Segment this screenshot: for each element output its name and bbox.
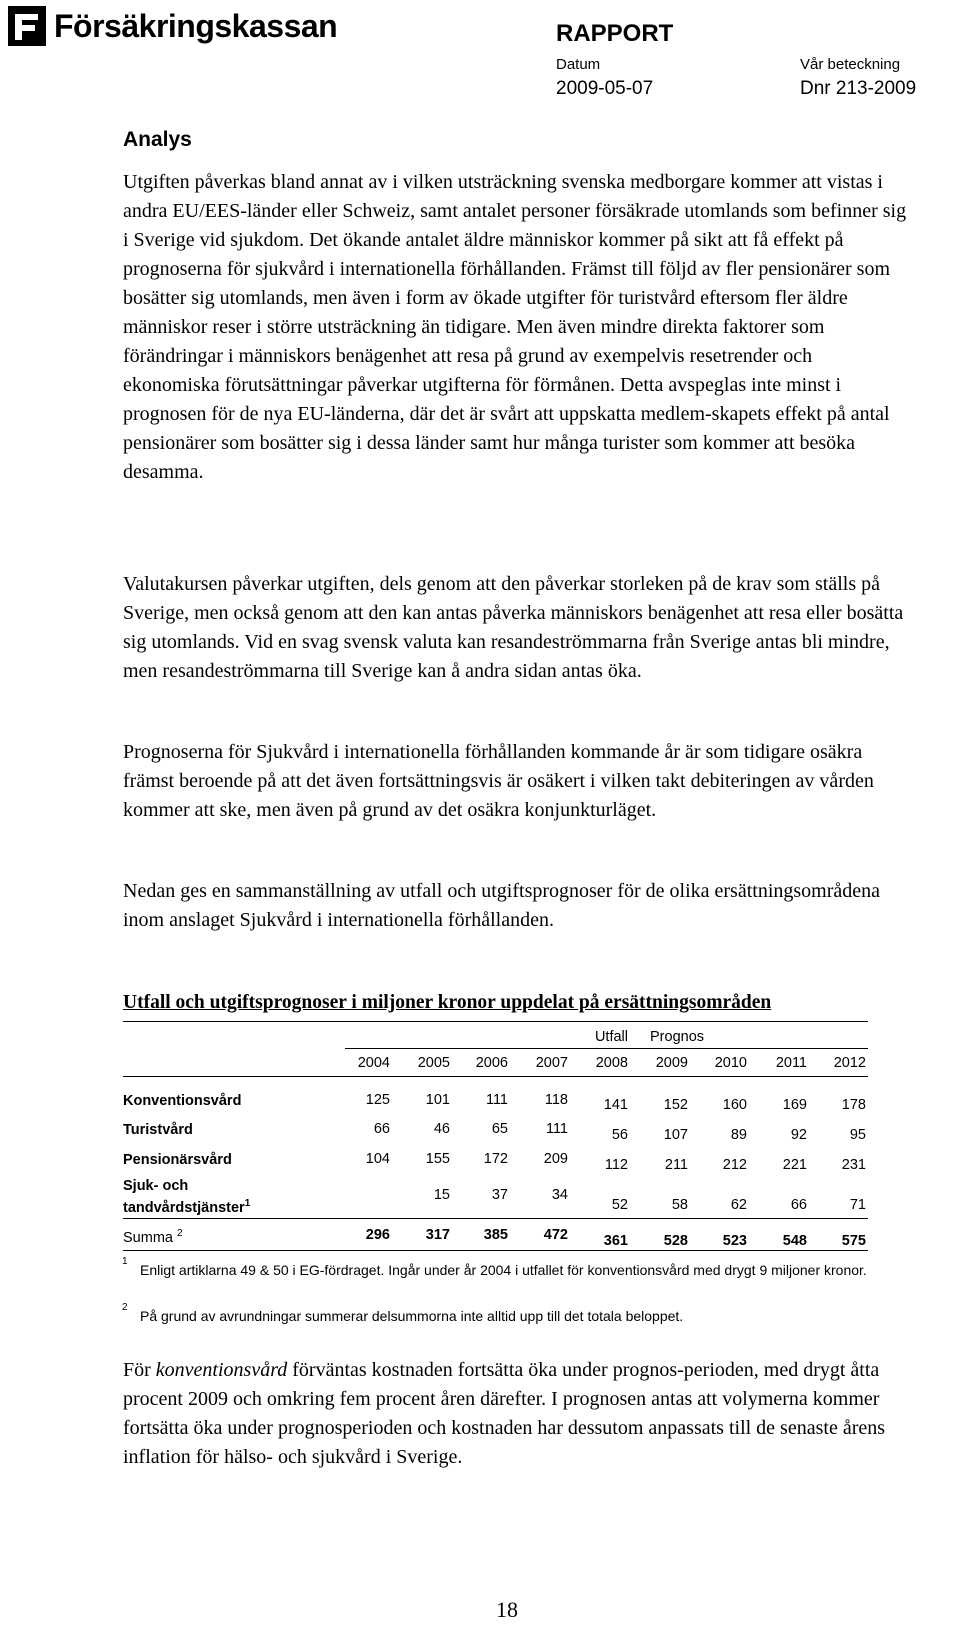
date-label: Datum [556,56,601,73]
table-cell: 118 [544,1092,568,1108]
org-name: Försäkringskassan [54,8,338,44]
table-cell: 71 [849,1197,866,1213]
table-title: Utfall och utgiftsprognoser i miljoner kronor uppdelat på ersättningsområden [123,992,772,1013]
row-label: Konventionsvård [123,1093,242,1109]
year-header: 2005 [417,1055,450,1071]
row-label-line2: tandvårdstjänster [123,1199,245,1216]
table-cell: 95 [849,1127,866,1143]
emphasis: konventionsvård [155,1359,288,1381]
table-cell: 66 [790,1197,807,1213]
table-cell: 209 [543,1151,568,1167]
doc-type: RAPPORT [556,20,674,47]
table-cell: 172 [483,1151,508,1167]
table-cell: 58 [671,1197,688,1213]
year-header: 2004 [357,1055,390,1071]
table-cell: 65 [491,1121,508,1137]
row-label: Turistvård [123,1122,193,1138]
summa-label: Summa [123,1229,173,1246]
logo [8,6,337,46]
page-number: 18 [496,1597,518,1622]
date-value: 2009-05-07 [556,78,654,99]
year-header: 2012 [833,1055,866,1071]
table-rule-sum [123,1218,868,1219]
table-rule-bottom [123,1250,868,1251]
year-header: 2010 [714,1055,747,1071]
year-header: 2009 [655,1055,688,1071]
table-cell: 125 [365,1092,390,1108]
table-rule-header [123,1076,868,1077]
table-cell: 169 [782,1097,807,1113]
table-cell: 160 [722,1097,747,1113]
table-cell: 111 [485,1092,508,1108]
table-cell: 89 [730,1127,747,1143]
footnote-ref: 2 [177,1228,183,1239]
footnote-number: 2 [122,1302,128,1313]
paragraph-4: Nedan ges en sammanställning av utfall och utgiftsprognoser för de olika ersättningsområdena inom anslaget Sjukvård i internationella förhållanden. [123,880,881,931]
table-cell: 52 [611,1197,628,1213]
row-label-line1: Sjuk- och [123,1178,189,1194]
year-header: 2006 [475,1055,508,1071]
ref-label: Vår beteckning [800,56,901,73]
table-cell: 104 [365,1151,390,1167]
paragraph-5 [123,1356,913,1472]
table-cell: 15 [433,1187,450,1203]
table-cell: 37 [491,1187,508,1203]
table-cell: 296 [365,1227,390,1243]
logo-icon [8,6,46,46]
row-label [123,1177,250,1217]
table-cell: 178 [841,1097,866,1113]
paragraph-1: Utgiften påverkas bland annat av i vilken utsträckning svenska medborgare kommer att vistas i andra EU/EES-länder eller Schweiz, samt antalet personer försäkrade utomlands som befinner sig i Sverige vid sjukdom. Det ökande antalet äldre människor kommer på sikt att få effekt på prognoserna för sjukvård i internationella förhållanden. Främst till följd av fler pensionärer som bosätter sig utomlands, men även i form av ökade utgifter för turistvård eftersom fler äldre människor reser i större utsträckning än tidigare. Men även mindre direkta faktorer som förändringar i människors benägenhet att resa på grund av exempelvis resetrender och ekonomiska förutsättningar påverkar utgifterna för förmånen. Detta avspeglas inte minst i prognosen för de nya EU-länderna, där det är svårt att uppskatta medlem-skapets effekt på antal pensionärer som bosätter sig i dessa länder samt hur många turister som kommer att besöka desamma. [123,171,907,483]
table-cell: 111 [545,1121,568,1137]
table-cell: 212 [722,1157,747,1173]
utfall-label: Utfall [594,1029,628,1045]
footnote-text: Enligt artiklarna 49 & 50 i EG-fördraget. Ingår under år 2004 i utfallet för konventionsvård med drygt 9 miljoner kronor. [140,1262,867,1278]
table-cell: 523 [722,1233,747,1249]
table-cell: 528 [663,1233,688,1249]
table-cell: 361 [603,1233,628,1249]
table-cell: 34 [551,1187,568,1203]
footnote-number: 1 [122,1256,128,1267]
table-cell: 62 [730,1197,747,1213]
text-run: För [123,1359,156,1381]
table-cell: 107 [663,1127,688,1143]
table-cell: 112 [604,1157,628,1173]
table-cell: 155 [425,1151,450,1167]
prognos-label: Prognos [650,1029,705,1045]
table-cell: 317 [425,1227,450,1243]
year-header: 2011 [775,1055,807,1071]
ref-value: Dnr 213-2009 [800,78,917,99]
table-cell: 141 [603,1097,628,1113]
table-cell: 66 [373,1121,390,1137]
year-header: 2008 [595,1055,628,1071]
table-rule-top [123,1021,868,1022]
table-cell: 92 [790,1127,807,1143]
table-cell: 221 [782,1157,807,1173]
footnote-text: På grund av avrundningar summerar delsummorna inte alltid upp till det totala beloppet. [140,1308,684,1324]
table-cell: 548 [782,1233,807,1249]
table-cell: 46 [433,1121,450,1137]
row-label: Pensionärsvård [123,1152,232,1168]
table-cell: 231 [841,1157,866,1173]
year-header: 2007 [535,1055,568,1071]
section-heading: Analys [123,128,192,151]
text-run: förväntas kostnaden fortsätta öka under prognos-perioden, med drygt åtta procent 2009 och omkring fem procent åren därefter. I prognosen antas att volymerna kommer fortsätta öka under prognosperioden och kostnaden har dessutom anpassats till de senaste årens inflation för hälso- och sjukvård i Sverige. [123,1359,886,1468]
table-rule-upper [345,1048,868,1049]
table-cell: 472 [543,1227,568,1243]
table-cell: 211 [664,1157,688,1173]
table-cell: 575 [841,1233,866,1249]
table-cell: 101 [425,1092,450,1108]
footnote-ref: 1 [244,1198,251,1209]
paragraph-3: Prognoserna för Sjukvård i internationella förhållanden kommande år är som tidigare osäkra främst beroende på att det även fortsättningsvis är osäkert i vilken takt debiteringen av vården kommer att ske, men även på grund av det osäkra konjunkturläget. [123,741,874,821]
row-label [123,1225,183,1247]
table-cell: 152 [663,1097,688,1113]
table-cell: 385 [483,1227,508,1243]
table-cell: 56 [611,1127,628,1143]
paragraph-2: Valutakursen påverkar utgiften, dels genom att den påverkar storleken på de krav som ställs på Sverige, men också genom att den kan antas påverka människors benägenhet att resa eller bosätta sig utomlands. Vid en svag svensk valuta kan resandeströmmarna från Sverige antas bli mindre, men resandeströmmarna till Sverige kan å andra sidan antas öka. [123,573,904,682]
